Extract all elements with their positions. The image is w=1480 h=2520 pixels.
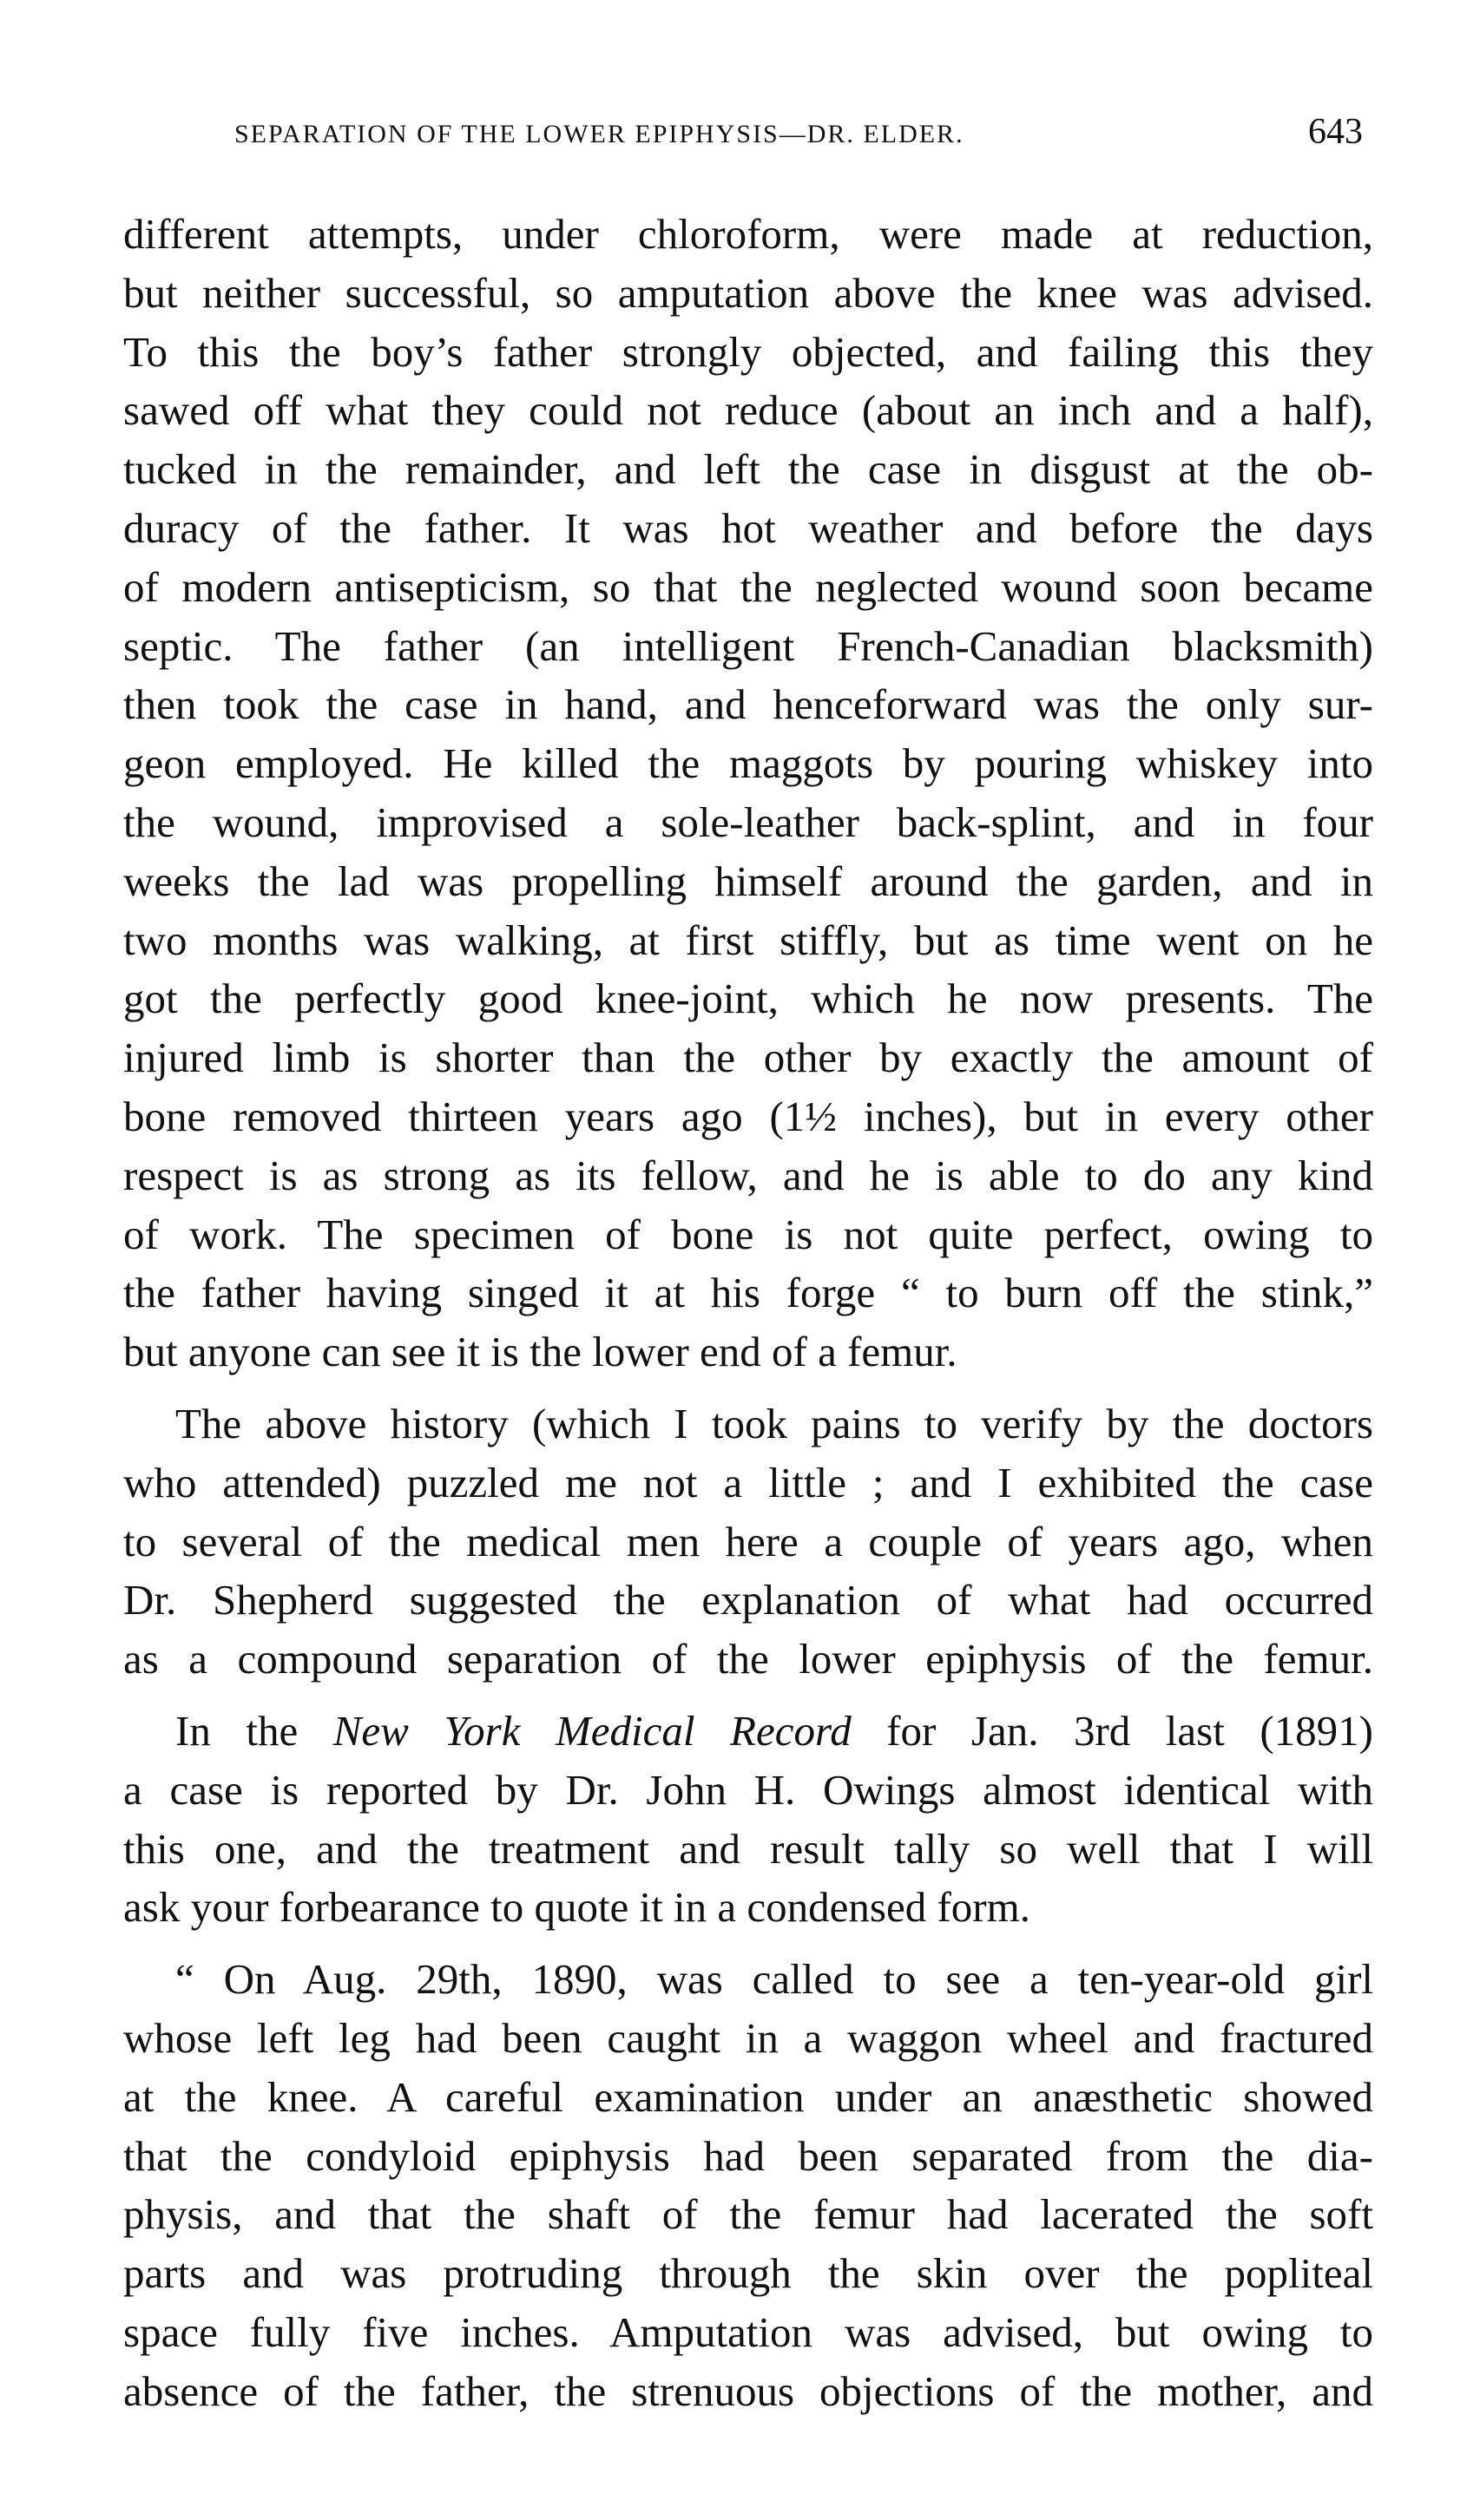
- text-line: Dr. Shepherd suggested the explanation of what had occurred: [123, 1576, 1373, 1624]
- text-line: geon employed. He killed the maggots by pouring whiskey into: [123, 739, 1373, 788]
- text-line: sawed off what they could not reduce (about an inch and a half),: [123, 386, 1373, 435]
- journal-title-italic: New York Medical Record: [332, 1706, 852, 1755]
- body-text: [123, 205, 1373, 2420]
- text-line: but anyone can see it is the lower end of a femur.: [123, 1328, 957, 1376]
- paragraph-1: [123, 205, 1373, 1381]
- text-line: then took the case in hand, and henceforward was the only sur-: [123, 680, 1373, 729]
- text-line: whose left leg had been caught in a waggon wheel and fractured: [123, 2013, 1373, 2062]
- paragraph-2: [123, 1395, 1373, 1689]
- paragraph-3: [123, 1702, 1373, 1937]
- text-line: injured limb is shorter than the other by exactly the amount of: [123, 1034, 1373, 1082]
- text-line: “ On Aug. 29th, 1890, was called to see a ten-year-old girl: [175, 1955, 1373, 2004]
- text-line: the father having singed it at his forge “ to burn off the stink,”: [123, 1269, 1373, 1317]
- running-head: [234, 111, 1363, 163]
- text-line: weeks the lad was propelling himself around the garden, and in: [123, 856, 1373, 905]
- text-line: of modern antisepticism, so that the neglected wound soon became: [123, 562, 1373, 611]
- text-line: who attended) puzzled me not a little ; and I exhibited the case: [123, 1458, 1373, 1506]
- text-line: to several of the medical men here a couple of years ago, when: [123, 1517, 1373, 1565]
- text-line: as a compound separation of the lower epiphysis of the femur.: [123, 1635, 1373, 1683]
- paragraph-4: [123, 1950, 1373, 2420]
- text-line: but neither successful, so amputation above the knee was advised.: [123, 268, 1373, 317]
- paragraph-gap: [123, 1937, 1373, 1950]
- text-line: space fully five inches. Amputation was advised, but owing to: [123, 2307, 1373, 2356]
- text-line: physis, and that the shaft of the femur had lacerated the soft: [123, 2190, 1373, 2239]
- text-line: different attempts, under chloroform, were made at reduction,: [123, 210, 1373, 258]
- text-line: bone removed thirteen years ago (1½ inches), but in every other: [123, 1092, 1373, 1140]
- text-line-with-italic: In the New York Medical Record for Jan. 3rd last (1891): [175, 1706, 1374, 1755]
- text-line: two months was walking, at first stiffly, but as time went on he: [123, 915, 1373, 964]
- running-title: SEPARATION OF THE LOWER EPIPHYSIS—DR. ELDER.: [234, 120, 964, 148]
- text-line: the wound, improvised a sole-leather back-splint, and in four: [123, 797, 1373, 846]
- text-line: tucked in the remainder, and left the case in disgust at the ob-: [123, 445, 1373, 494]
- paragraph-gap: [123, 1689, 1373, 1702]
- text-line: of work. The specimen of bone is not quite perfect, owing to: [123, 1210, 1373, 1258]
- text-line: duracy of the father. It was hot weather and before the days: [123, 503, 1373, 552]
- page-number: 643: [1308, 112, 1363, 152]
- text-line: The above history (which I took pains to verify by the doctors: [175, 1399, 1373, 1447]
- text-line: at the knee. A careful examination under an anæsthetic showed: [123, 2072, 1373, 2121]
- text-line: To this the boy’s father strongly objected, and failing this they: [123, 327, 1373, 376]
- text-line: got the perfectly good knee-joint, which he now presents. The: [123, 975, 1373, 1023]
- text-line: a case is reported by Dr. John H. Owings almost identical with: [123, 1765, 1373, 1814]
- text-line: absence of the father, the strenuous objections of the mother, and: [123, 2366, 1373, 2415]
- text-line: parts and was protruding through the skin over the popliteal: [123, 2249, 1373, 2298]
- text-line: respect is as strong as its fellow, and he is able to do any kind: [123, 1151, 1373, 1199]
- text-line: septic. The father (an intelligent French-Canadian blacksmith): [123, 621, 1373, 670]
- paragraph-gap: [123, 1381, 1373, 1395]
- text-line: this one, and the treatment and result tally so well that I will: [123, 1824, 1373, 1873]
- text-line: ask your forbearance to quote it in a condensed form.: [123, 1883, 1030, 1932]
- text-line: that the condyloid epiphysis had been separated from the dia-: [123, 2131, 1373, 2180]
